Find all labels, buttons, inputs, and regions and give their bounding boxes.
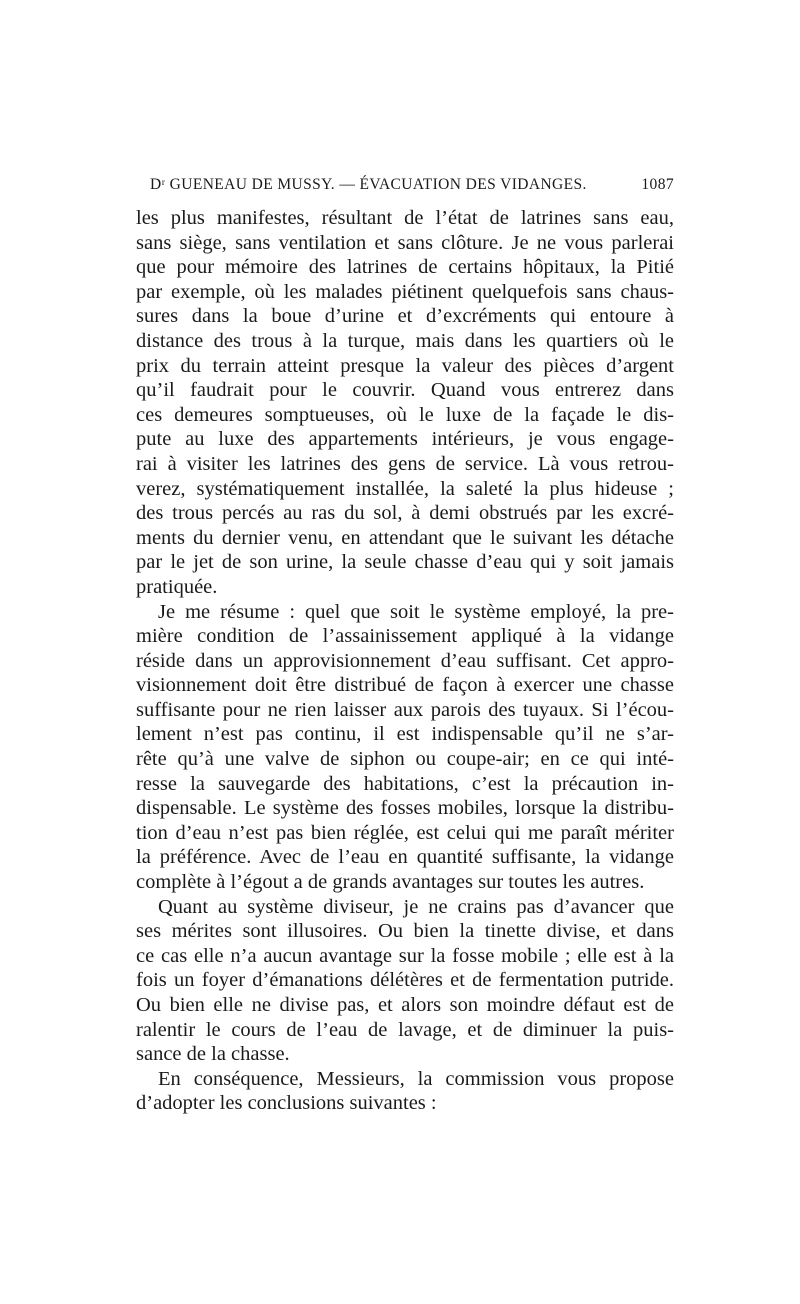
text-line: dispensable. Le système des fosses mobiles, lorsque la distribu-: [136, 797, 674, 820]
text-line: ce cas elle n’a aucun avantage sur la fosse mobile ; elle est à la: [136, 944, 674, 967]
text-line: lement n’est pas continu, il est indispensable qu’il ne s’ar-: [136, 723, 674, 746]
text-line: sans siège, sans ventilation et sans clôture. Je ne vous parlerai: [136, 231, 674, 254]
text-line: sures dans la boue d’urine et d’excréments qui entoure à: [136, 305, 674, 328]
text-line: mière condition de l’assainissement appliqué à la vidange: [136, 625, 674, 648]
text-line: complète à l’égout a de grands avantages sur toutes les autres.: [136, 871, 645, 894]
text-line: ces demeures somptueuses, où le luxe de la façade le dis-: [136, 403, 674, 426]
text-line: En conséquence, Messieurs, la commission vous propose: [158, 1067, 674, 1090]
paragraph: [136, 1067, 674, 1116]
paragraph: [136, 600, 674, 895]
text-line: des trous percés au ras du sol, à demi obstrués par les excré-: [136, 502, 674, 525]
text-line: d’adopter les conclusions suivantes :: [136, 1092, 437, 1115]
text-line: les plus manifestes, résultant de l’état de latrines sans eau,: [136, 207, 674, 229]
text-line: resse la sauvegarde des habitations, c’est la précaution in-: [136, 772, 674, 795]
text-line: visionnement doit être distribué de façon à exercer une chasse: [136, 674, 674, 697]
running-title: Dʳ GUENEAU DE MUSSY. — ÉVACUATION DES VIDANGES.: [150, 176, 587, 193]
text-line: pratiquée.: [136, 575, 218, 598]
text-line: Ou bien elle ne divise pas, et alors son moindre défaut est de: [136, 994, 674, 1016]
text-line: prix du terrain atteint presque la valeur des pièces d’argent: [136, 354, 674, 377]
paragraph: [136, 206, 674, 600]
text-line: rai à visiter les latrines des gens de service. Là vous retrou-: [136, 452, 674, 475]
text-line: verez, systématiquement installée, la saleté la plus hideuse ;: [136, 477, 674, 500]
body-text: [136, 206, 674, 1116]
text-line: par exemple, où les malades piétinent quelquefois sans chaus-: [136, 280, 674, 303]
text-line: rête qu’à une valve de siphon ou coupe-air; en ce qui inté-: [136, 748, 674, 771]
text-line: réside dans un approvisionnement d’eau suffisant. Cet appro-: [136, 649, 674, 672]
text-line: pute au luxe des appartements intérieurs, je vous engage-: [136, 428, 674, 451]
text-line: par le jet de son urine, la seule chasse d’eau qui y soit jamais: [136, 551, 674, 574]
text-line: tion d’eau n’est pas bien réglée, est celui qui me paraît mériter: [136, 821, 674, 844]
text-line: sance de la chasse.: [136, 1043, 290, 1066]
text-line: qu’il faudrait pour le couvrir. Quand vous entrerez dans: [136, 379, 674, 402]
text-line: que pour mémoire des latrines de certains hôpitaux, la Pitié: [136, 256, 674, 279]
text-line: ralentir le cours de l’eau de lavage, et de diminuer la puis-: [136, 1018, 674, 1041]
text-line: ses mérites sont illusoires. Ou bien la tinette divise, et dans: [136, 920, 674, 943]
text-line: Quant au système diviseur, je ne crains pas d’avancer que: [158, 895, 674, 918]
text-line: suffisante pour ne rien laisser aux parois des tuyaux. Si l’écou-: [136, 698, 674, 721]
text-line: distance des trous à la turque, mais dans les quartiers où le: [136, 329, 674, 352]
running-head: [136, 176, 674, 198]
text-line: Je me résume : quel que soit le système employé, la pre-: [158, 600, 674, 623]
text-line: ments du dernier venu, en attendant que le suivant les détache: [136, 526, 674, 549]
text-line: la préférence. Avec de l’eau en quantité suffisante, la vidange: [136, 846, 674, 869]
text-line: fois un foyer d’émanations délétères et de fermentation putride.: [136, 969, 674, 992]
page-number: 1087: [641, 176, 674, 193]
paragraph: [136, 895, 674, 1067]
